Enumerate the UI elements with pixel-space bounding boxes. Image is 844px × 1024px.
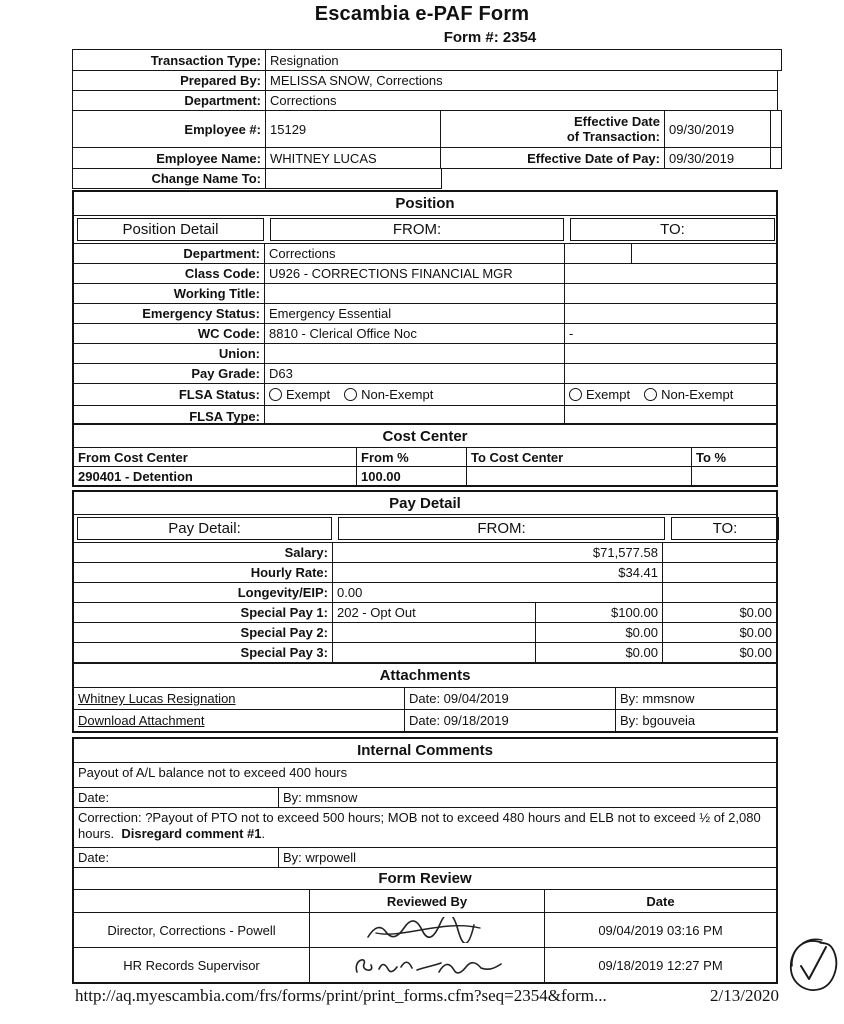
sp3-from: $0.00	[536, 643, 663, 662]
department-label: Department:	[73, 91, 266, 110]
col-from-pct: From %	[357, 448, 467, 466]
attachments-title: Attachments	[74, 663, 776, 688]
prepared-by-value: MELISSA SNOW, Corrections	[270, 73, 443, 88]
cost-center-row	[74, 467, 776, 485]
form-number-label: Form #:	[443, 29, 499, 46]
sp1-from: $100.00	[536, 603, 663, 622]
pay-row-special3: Special Pay 3: $0.00 $0.00	[74, 643, 776, 663]
transaction-type-label: Transaction Type:	[73, 50, 266, 70]
to-cost-center-value	[467, 467, 692, 485]
prepared-by-row	[72, 70, 778, 91]
sp2-name	[333, 623, 536, 642]
position-from-header: FROM:	[270, 218, 564, 241]
sp3-to: $0.00	[739, 645, 772, 660]
position-detail-header: Position Detail	[77, 218, 264, 241]
effective-date-transaction-label: Effective Date of Transaction:	[441, 111, 665, 147]
reviewed-by-header: Reviewed By	[310, 890, 545, 912]
sp2-to: $0.00	[739, 625, 772, 640]
attachment-link[interactable]: Download Attachment	[78, 713, 205, 728]
effective-date-transaction-value: 09/30/2019	[665, 111, 771, 147]
position-row-working-title: Working Title:	[74, 284, 776, 304]
sp1-to: $0.00	[739, 605, 772, 620]
flsa-type-label: FLSA Type:	[74, 406, 265, 426]
reviewer-role: Director, Corrections - Powell	[74, 913, 310, 947]
flsa-from-non-exempt-option[interactable]: Non-Exempt	[344, 387, 433, 402]
spacer-cell	[771, 148, 781, 168]
transaction-type-row	[72, 49, 782, 71]
position-section	[72, 190, 778, 428]
employee-number-row	[72, 110, 782, 148]
to-subcell-divider	[565, 244, 632, 263]
pay-to-header: TO:	[671, 517, 779, 540]
position-column-headers	[74, 216, 776, 244]
position-to-header: TO:	[570, 218, 775, 241]
prepared-by-label: Prepared By:	[73, 71, 266, 90]
review-row-director	[74, 913, 776, 948]
form-review-title: Form Review	[74, 868, 776, 890]
footer-date: 2/13/2020	[710, 986, 779, 1005]
transaction-type-value: Resignation	[270, 52, 339, 68]
pay-detail-title: Pay Detail	[74, 492, 776, 515]
attachment-date: Date: 09/18/2019	[405, 710, 616, 731]
comment-1-meta	[74, 788, 776, 808]
pay-row-special2: Special Pay 2: $0.00 $0.00	[74, 623, 776, 643]
attachment-by: By: bgouveia	[620, 713, 696, 728]
radio-icon[interactable]	[269, 388, 282, 401]
signature-hr	[310, 948, 545, 982]
change-name-label: Change Name To:	[73, 169, 266, 188]
comment-2-by: By: wrpowell	[283, 850, 356, 865]
attachment-row	[74, 688, 776, 710]
spacer-cell	[771, 111, 781, 147]
position-row-emergency-status: Emergency Status: Emergency Essential	[74, 304, 776, 324]
col-to-pct: To %	[696, 449, 727, 465]
position-row-class-code: Class Code: U926 - CORRECTIONS FINANCIAL MGR	[74, 264, 776, 284]
attachment-date: Date: 09/04/2019	[405, 688, 616, 709]
form-number-value: 2354	[502, 29, 537, 46]
flsa-to-non-exempt-option[interactable]: Non-Exempt	[644, 387, 733, 402]
signature-scribble	[362, 917, 492, 943]
from-pct-value: 100.00	[357, 467, 467, 485]
position-row-pay-grade: Pay Grade: D63	[74, 364, 776, 384]
pay-row-longevity: Longevity/EIP: 0.00	[74, 583, 776, 603]
signature-scribble	[347, 952, 507, 978]
change-name-value	[266, 169, 441, 188]
hourly-from: $34.41	[333, 563, 663, 582]
review-date: 09/04/2019 03:16 PM	[598, 922, 723, 938]
internal-comments-title: Internal Comments	[74, 739, 776, 763]
cost-center-section	[72, 423, 778, 487]
effective-date-pay-value: 09/30/2019	[665, 148, 771, 168]
comment-1-date-label: Date:	[74, 788, 279, 807]
top-info-table	[72, 50, 782, 189]
comment-1: Payout of A/L balance not to exceed 400 hours	[74, 763, 776, 788]
attachment-link[interactable]: Whitney Lucas Resignation	[78, 691, 236, 706]
sp2-from: $0.00	[536, 623, 663, 642]
form-number	[100, 29, 844, 46]
handwritten-checkmark	[786, 936, 840, 996]
comment-1-by: By: mmsnow	[283, 790, 358, 805]
salary-to	[663, 543, 776, 562]
internal-comments-section	[72, 737, 778, 984]
signature-director	[310, 913, 545, 947]
to-pct-value	[692, 467, 776, 485]
col-from-cost-center: From Cost Center	[74, 448, 357, 466]
comment-2-meta	[74, 848, 776, 868]
print-footer	[75, 986, 779, 1006]
cost-center-title: Cost Center	[74, 425, 776, 448]
position-row-union: Union:	[74, 344, 776, 364]
page-title: Escambia e-PAF Form	[314, 3, 530, 25]
reviewer-role: HR Records Supervisor	[74, 948, 310, 982]
flsa-to-exempt-option[interactable]: Exempt	[569, 387, 630, 402]
flsa-from-exempt-option[interactable]: Exempt	[269, 387, 330, 402]
pay-detail-column-headers	[74, 515, 776, 543]
comment-2: Correction: ?Payout of PTO not to exceed 500 hours; MOB not to exceed 480 hours and ELB not to exceed ½ of 2,080 hours. Disregard comment #1.	[74, 808, 776, 848]
pay-detail-section	[72, 490, 778, 733]
position-row-department: Department: Corrections	[74, 244, 776, 264]
department-value: Corrections	[270, 93, 337, 108]
sp3-name	[333, 643, 536, 662]
employee-name-row	[72, 147, 782, 169]
change-name-row	[72, 168, 442, 189]
radio-icon[interactable]	[644, 388, 657, 401]
employee-name-label: Employee Name:	[73, 148, 266, 168]
col-to-cost-center: To Cost Center	[467, 448, 692, 466]
longevity-from: 0.00	[333, 583, 663, 602]
employee-number-value: 15129	[266, 111, 441, 147]
form-review-headers	[74, 890, 776, 913]
radio-icon[interactable]	[569, 388, 582, 401]
position-row-flsa-status	[74, 384, 776, 406]
review-date: 09/18/2019 12:27 PM	[598, 957, 723, 973]
cost-center-headers	[74, 448, 776, 467]
pay-from-header: FROM:	[338, 517, 665, 540]
attachment-row	[74, 710, 776, 731]
flsa-status-label: FLSA Status:	[74, 384, 265, 405]
attachment-by: By: mmsnow	[620, 691, 695, 706]
pay-row-hourly: Hourly Rate: $34.41	[74, 563, 776, 583]
pay-detail-header: Pay Detail:	[77, 517, 332, 540]
hourly-to	[663, 563, 776, 582]
pay-row-salary: Salary: $71,577.58	[74, 543, 776, 563]
employee-name-value: WHITNEY LUCAS	[266, 148, 441, 168]
comment-2-date-label: Date:	[74, 848, 279, 867]
position-row-wc-code: WC Code: 8810 - Clerical Office Noc -	[74, 324, 776, 344]
position-section-title: Position	[74, 192, 776, 216]
effective-date-pay-label: Effective Date of Pay:	[441, 148, 665, 168]
salary-from: $71,577.58	[333, 543, 663, 562]
longevity-to	[663, 583, 776, 602]
from-cost-center-value: 290401 - Detention	[74, 467, 357, 485]
sp1-name: 202 - Opt Out	[333, 603, 536, 622]
department-row	[72, 90, 778, 111]
footer-url: http://aq.myescambia.com/frs/forms/print/print_forms.cfm?seq=2354&form...	[75, 986, 607, 1005]
employee-number-label: Employee #:	[73, 111, 266, 147]
pay-row-special1: Special Pay 1: 202 - Opt Out $100.00 $0.00	[74, 603, 776, 623]
review-row-hr	[74, 948, 776, 982]
review-date-header: Date	[646, 893, 675, 909]
radio-icon[interactable]	[344, 388, 357, 401]
